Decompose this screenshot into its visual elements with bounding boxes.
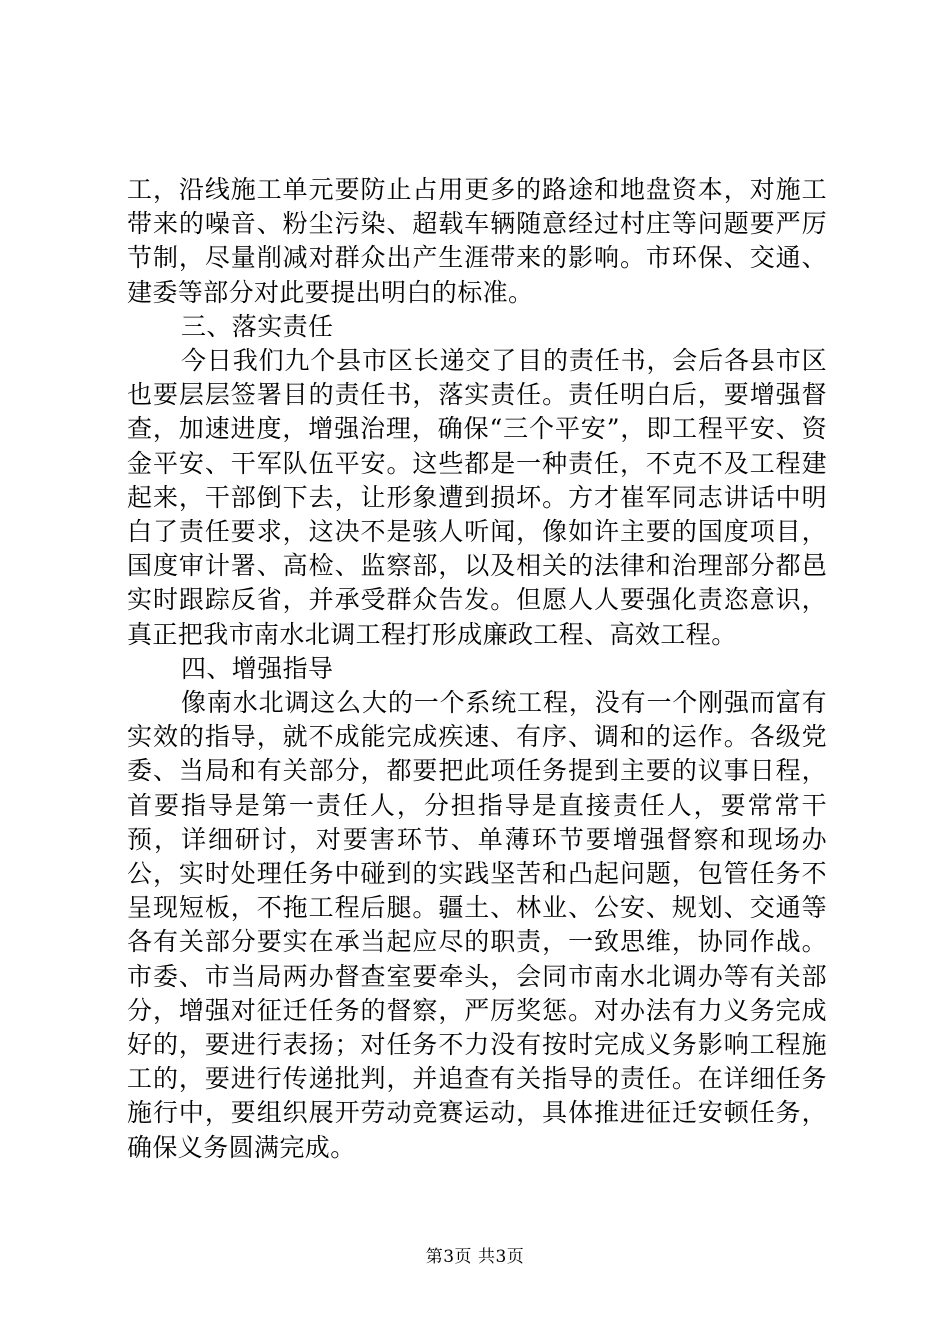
body-paragraph-2: 今日我们九个县市区长递交了目的责任书，会后各县市区也要层层签署目的责任书，落实责任。责任明白后，要增强督查，加速进度，增强治理，确保“三个平安”，即工程平安、资金平安、干军队伍平安。这些都是一种责任，不克不及工程建起来，干部倒下去，让形象遭到损坏。方才崔军同志讲话中明白了责任要求，这决不是骇人听闻，像如许主要的国度项目，国度审计署、高检、监察部，以及相关的法律和治理部分都邑实时跟踪反省，并承受群众告发。但愿人人要强化责恣意识，真正把我市南水北调工程打形成廉政工程、高效工程。: [127, 346, 827, 649]
body-paragraph-3: 像南水北调这么大的一个系统工程，没有一个刚强而富有实效的指导，就不成能完成疾速、有序、调和的运作。各级党委、当局和有关部分，都要把此项任务提到主要的议事日程，首要指导是第一责任人，分担指导是直接责任人，要常常干预，详细研讨，对要害环节、单薄环节要增强督察和现场办公，实时处理任务中碰到的实践坚苦和凸起问题，包管任务不呈现短板，不拖工程后腿。疆土、林业、公安、规划、交通等各有关部分要实在承当起应尽的职责，一致思维，协同作战。市委、市当局两办督查室要牵头，会同市南水北调办等有关部分，增强对征迁任务的督察，严厉奖惩。对办法有力义务完成好的，要进行表扬；对任务不力没有按时完成义务影响工程施工的，要进行传递批判，并追查有关指导的责任。在详细任务施行中，要组织展开劳动竞赛运动，具体推进征迁安顿任务，确保义务圆满完成。: [127, 688, 827, 1162]
section-heading-3: 三、落实责任: [181, 311, 334, 341]
page-footer: 第3页 共3页: [425, 1247, 525, 1267]
section-heading-4: 四、增强指导: [181, 653, 334, 683]
body-paragraph-1: 工，沿线施工单元要防止占用更多的路途和地盘资本，对施工带来的噪音、粉尘污染、超载车辆随意经过村庄等问题要严厉节制，尽量削减对群众出产生涯带来的影响。市环保、交通、建委等部分对此要提出明白的标准。: [127, 175, 827, 307]
document-body: [127, 173, 827, 1165]
